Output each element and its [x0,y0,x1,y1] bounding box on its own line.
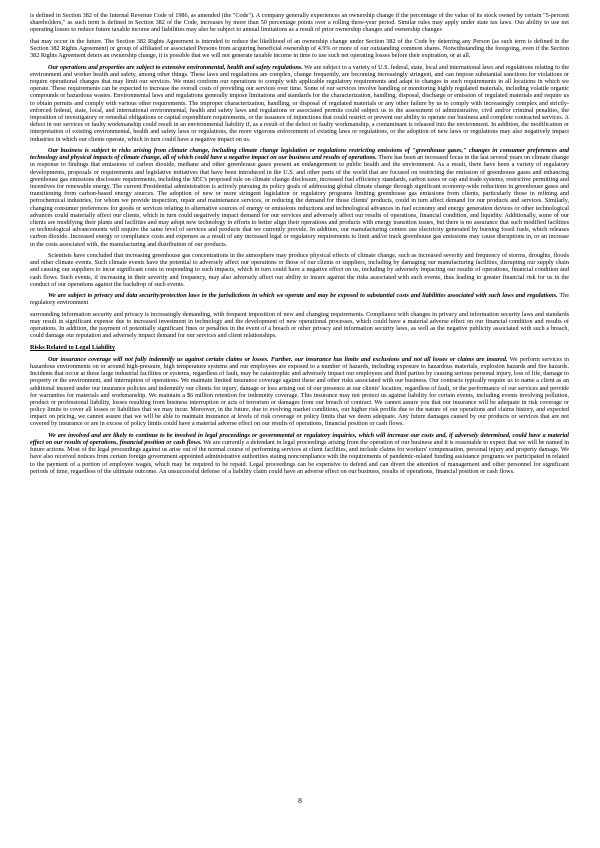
paragraph-text: We perform services in hazardous environments on or around high-pressure, high temperature systems and our employees are exposed to a number of hazards, including exposure to hazardous materials, explosion hazards and fire hazards. Incidents that occur at these large industrial facilities or systems, regardless of fault, may be catastrophic and adversely impact our employees and third parties by causing serious personal injury, loss of life, damage to property or the environment, and interruption of operations. We maintain limited insurance coverage against these and other risks associated with our business. Our contracts typically require us to name a client as an additional insured under our insurance policies and indemnify our clients for injury, damage or loss arising out of our presence at our clients' location, regardless of fault, or the performance of our services and provide for warranties for materials and workmanship. We maintain a $6 million retention for indemnity coverage. This insurance may not protect us against liability for certain events, including events involving pollution, product or professional liability, losses resulting from business interruption or acts of terrorism or damages from our breach of contract. We cannot assure you that our insurance will be adequate in risk coverage or policy limits to cover all losses or liabilities that we may incur. Moreover, in the future, due to evolving market conditions, our higher risk profile due to the nature of our operations and claims history, and expected impact on pricing, we cannot assure that we will be able to maintain insurance at levels of risk coverage or policy limits that we deem adequate. Any future damages caused by our products or services that are not covered by insurance or are in excess of policy limits could have a material adverse effect on our results of operations, financial position or cash flows. [30,355,569,428]
risk-factor-heading: Our business is subject to risks arising from climate change, including climate change legislation or regulations restricting emissions of "greenhouse gases," changes in consumer preferences and technology and physical impacts of climate change, all of which could have a negative impact on our business and results of operations. [30,147,569,162]
paragraph-text: that may occur in the future. The Section 382 Rights Agreement is intended to reduce the likelihood of an ownership change under Section 382 of the Code by deterring any Person (as such term is defined in the Section 382 Rights Agreement) or group of affiliated or associated Persons from acquiring beneficial ownership of 4.9% or more of our outstanding common shares. Notwithstanding the foregoing, even if the Section 382 Rights Agreement deters an ownership change, it is possible that we will not generate taxable income in time to use such net operating losses before their expiration, or at all. [30,37,569,60]
risk-factor-paragraph [30,432,569,475]
risk-factor-heading: We are involved and are likely to continue to be involved in legal proceedings or governmental or regulatory inquiries, which will increase our costs and, if adversely determined, could have a material effect on our results of operations, financial position or cash flows. [30,431,569,447]
risk-factor-paragraph [30,64,569,143]
section-heading: Risks Related to Legal Liability [30,343,116,351]
paragraph-text: We are currently a defendant in legal proceedings arising from the operation of our business and it is reasonable to expect that we will be named in future actions. Most of the legal proceedings against us arise out of the normal course of performing services at client facilities, and include claims for workers' compensation, personal injury and property damage. We have also received notices from certain foreign government appointed administrative authorities stating noncompliance with the requirements of pandemic-related funding assistance programs we participated in related to the payment of a portion of employee wages, which may be required to be repaid. Legal proceedings can be expensive to defend and can divert the attention of management and other personnel for significant periods of time, regardless of the ultimate outcome. An unsuccessful defense of a liability claim could have an adverse effect on our business, results of operations, financial position or cash flows. [30,439,570,475]
paragraph-text: Scientists have concluded that increasing greenhouse gas concentrations in the atmosphere may produce physical effects of climate change, such as increased severity and frequency of storms, droughts, floods and other climate events. Such climate events have the potential to adversely affect our operations or those of our clients or suppliers, including by damaging our manufacturing facilities, disrupting our supply chain and causing our suppliers to incur significant costs in responding to such impacts, which in turn could have a negative effect on us, including by adversely impacting our results of operations, financial condition and cash flows. Such events, if increasing in their severity and frequency, may also adversely affect our ability to insure against the risks associated with such events, thus leading to greater financial risk for us in the conduct of our operations against the backdrop of such events. [30,252,569,288]
paragraph [30,252,569,288]
risk-factor-paragraph [30,292,569,306]
paragraph [30,12,569,34]
risk-factor-paragraph [30,356,569,428]
document-page [30,12,569,479]
paragraph-text: The regulatory environment [30,292,569,307]
paragraph-text: is defined in Section 382 of the Internal Revenue Code of 1986, as amended (the "Code"). A company generally experiences an ownership change if the percentage of the value of its stock owned by certain "5-percent shareholders," as such term is defined in Section 382 of the Code, increases by more than 50 percentage points over a rolling three-year period. Similar rules may apply under state tax laws. Our ability to use net operating losses to reduce future taxable income and liabilities may also be subject to annual limitations as a result of prior ownership changes and ownership changes [30,12,569,34]
paragraph [30,38,569,60]
risk-factor-heading: We are subject to privacy and data security/protection laws in the jurisdictions in which we operate and may be exposed to substantial costs and liabilities associated with such laws and regulations. [48,292,558,300]
risk-factor-paragraph [30,147,569,248]
paragraph-text: We are subject to a variety of U.S. federal, state, local and international laws and regulations relating to the environment and worker health and safety, among other things. These laws and regulations are complex, change frequently, are becoming increasingly stringent, and can impose substantial sanctions for violations or require operational changes that may limit our services. We must conform our operations to comply with applicable regulatory requirements and adapt to changes in such requirements in all locations in which we operate. These requirements can be expected to increase the overall costs of providing our services over time. Some of our services involve handling or monitoring highly regulated materials, including volatile organic compounds or hazardous wastes. Environmental laws and regulations generally impose limitations and standards for the characterization, handling, disposal, discharge or emission of regulated materials and require us to obtain permits and comply with various other requirements. The improper characterization, handling, or disposal of regulated materials or any other failure by us to comply with increasingly complex and strictly-enforced federal, state, local, and international environmental, health and safety laws and regulations or associated permits could subject us to the assessment of administrative, civil and/or criminal penalties, the imposition of investigatory or remedial obligations or capital expenditure requirements, or the issuance of injunctions that could restrict or prevent our ability to operate our business and complete contracted services. A defect in our services or faulty workmanship could result in an environmental liability if, as a result of the defect or faulty workmanship, a contaminant is released into the environment. In addition, the modification or interpretation of existing environmental, health and safety laws or regulations, the more vigorous enforcement of existing laws or regulations, or the adoption of new laws or regulations may also negatively impact industries in which our clients operate, which in turn could have a negative impact on us. [30,63,569,143]
risk-factor-heading: Our operations and properties are subject to extensive environmental, health and safety regulations. [48,63,303,71]
paragraph-text: surrounding information security and privacy is increasingly demanding, with frequent imposition of new and changing requirements. Compliance with changes in privacy and information security laws and standards may result in significant expense due to increased investment in technology and the development of new operational processes, which could have a material adverse effect on our financial condition and results of operations. In addition, the payment of potentially significant fines or penalties in the event of a breach or other privacy and information security laws, as well as the negative publicity associated with such a breach, could damage our reputation and adversely impact demand for our services and client relationships. [30,310,569,340]
paragraph-text: There has been an increased focus in the last several years on climate change in response to findings that emissions of carbon dioxide, methane and other greenhouse gases present an endangerment to public health and the environment. As a result, there have been a variety of regulatory developments, proposals or requirements and legislative initiatives that have been introduced in the U.S. and other parts of the world that are focused on restricting the emission of greenhouse gases and enhancing greenhouse gas emissions disclosure requirements, including the SEC's proposed rule on climate change disclosure, increased fuel efficiency standards, carbon taxes or cap and trade systems, restrictive permitting and incentives for renewable energy. The current Presidential administration is actively pursuing its policy goals of addressing global climate change through significant economy-wide reductions in greenhouse gases and transitioning from carbon-based energy sources. The adoption of new or more stringent legislation or regulatory programs limiting greenhouse gas emissions from clients, particularly those in refining and petrochemical industries, for whom we provide inspection, repair and maintenance services, or reducing the demand for those clients' products, could in turn affect demand for our products and services. Similarly, changing consumer preferences for goods or services relating to alternative sources of energy or emissions reductions and technological advances in fuel economy and energy generation devices or other technological advances could materially affect our clients, which in turn could negatively impact demand for our services and adversely affect our results of operations, financial condition, and liquidity. Additionally, some of our clients are modifying their plants and facilities and may adopt new technology in efforts to better align their operations and products with energy transition issues, but there is no assurance that such modified facilities or technological advancements will require the same level of services and products that we currently provide. In addition, our manufacturing centers use electricity generated by burning fossil fuels, which releases carbon dioxide. Increased energy or compliance costs and expenses as a result of any increased legal or regulatory requirements to limit and/or track greenhouse gas emissions may cause disruptions in, or an increase in the costs associated with, the manufacturing and distribution of our products. [30,154,569,248]
page-number: 8 [298,796,302,805]
risk-factor-heading: Our insurance coverage will not fully indemnify us against certain claims or losses. Further, our insurance has limits and exclusions and not all losses or claims are insured. [48,355,508,363]
paragraph [30,311,569,340]
